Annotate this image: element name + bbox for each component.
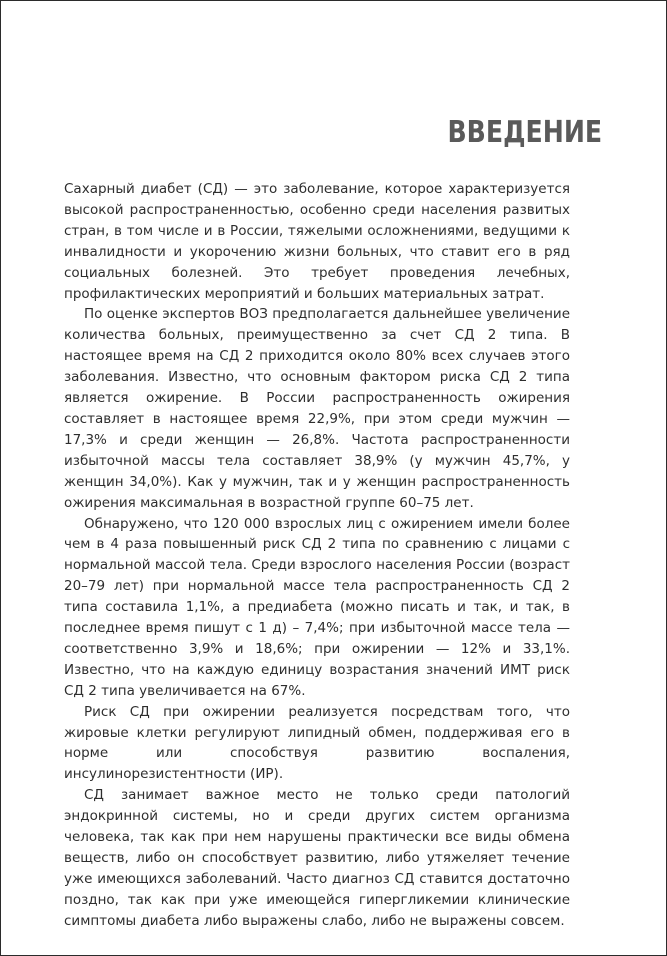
body-text xyxy=(64,179,570,932)
paragraph-2: По оценке экспертов ВОЗ предполагается дальнейшее увеличение количества больных, преимущественно за счет СД 2 типа. В настоящее время на СД 2 приходится около 80% всех случаев этого заболевания. Известно, что основным фактором риска СД 2 типа является ожирение. В России распространенность ожирения составляет в настоящее время 22,9%, при этом среди мужчин — 17,3% и среди женщин — 26,8%. Частота распространенности избыточной массы тела составляет 38,9% (у мужчин 45,7%, у женщин 34,0%). Как у мужчин, так и у женщин распространенность ожирения максимальная в возрастной группе 60–75 лет. xyxy=(64,306,570,511)
chapter-title: ВВЕДЕНИЕ xyxy=(447,115,602,150)
paragraph-3: Обнаружено, что 120 000 взрослых лиц с ожирением имели более чем в 4 раза повышенный риск СД 2 типа по сравнению с лицами с нормальной массой тела. Среди взрослого населения России (возраст 20–79 лет) при нормальной массе тела распространенность СД 2 типа составила 1,1%, а предиабета (можно писать и так, и так, в последнее время пишут с 1 д) – 7,4%; при избыточной массе тела — соответственно 3,9% и 18,6%; при ожирении — 12% и 33,1%. Известно, что на каждую единицу возрастания значений ИМТ риск СД 2 типа увеличивается на 67%. xyxy=(64,515,570,699)
paragraph-5: СД занимает важное место не только среди патологий эндокринной системы, но и среди других систем организма человека, так как при нем нарушены практически все виды обмена веществ, либо он способствует развитию, либо утяжеляет течение уже имеющихся заболеваний. Часто диагноз СД ставится достаточно поздно, так как при уже имеющейся гипергликемии клинические симптомы диабета либо выражены слабо, либо не выражены совсем. xyxy=(64,787,570,929)
paragraph-4: Риск СД при ожирении реализуется посредствам того, что жировые клетки регулируют липидный обмен, поддерживая его в норме или способствуя развитию воспаления, инсулинорезистентности (ИР). xyxy=(64,703,570,783)
paragraph-1: Сахарный диабет (СД) — это заболевание, которое характеризуется высокой распространенностью, особенно среди населения развитых стран, в том числе и в России, тяжелыми осложнениями, ведущими к инвалидности и укорочению жизни больных, что ставит его в ряд социальных болезней. Это требует проведения лечебных, профилактических мероприятий и больших материальных затрат. xyxy=(64,181,570,302)
